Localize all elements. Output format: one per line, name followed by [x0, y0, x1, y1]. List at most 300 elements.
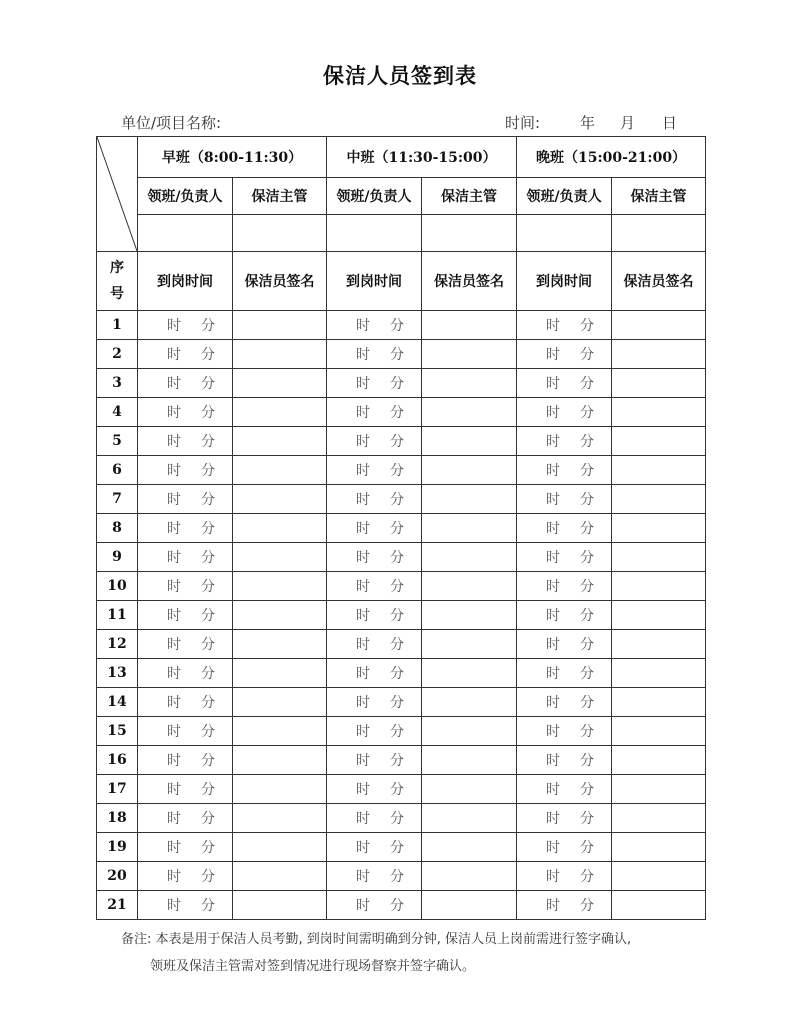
minute-placeholder: 分: [580, 869, 595, 885]
hour-placeholder: 时: [356, 463, 370, 479]
noon-arrival-time-cell[interactable]: [327, 340, 422, 369]
minute-placeholder: 分: [201, 376, 215, 392]
morning-signature-header: 保洁员签名: [233, 252, 327, 311]
evening-arrival-time-cell[interactable]: [517, 369, 612, 398]
morning-arrival-time-cell[interactable]: [138, 485, 233, 514]
evening-signature-cell[interactable]: [612, 369, 706, 398]
hour-placeholder: 时: [546, 492, 561, 508]
morning-signature-cell[interactable]: [233, 659, 327, 688]
morning-arrival-time-cell[interactable]: [138, 543, 233, 572]
noon-arrival-time-cell[interactable]: [327, 543, 422, 572]
minute-placeholder: 分: [390, 550, 404, 566]
hour-placeholder: 时: [167, 695, 181, 711]
table-row: [97, 775, 706, 804]
noon-arrival-time-cell[interactable]: [327, 398, 422, 427]
hour-placeholder: 时: [167, 811, 181, 827]
minute-placeholder: 分: [390, 608, 404, 624]
table-row: [97, 572, 706, 601]
noon-signature-cell[interactable]: [422, 398, 517, 427]
minute-placeholder: 分: [390, 318, 404, 334]
hour-placeholder: 时: [167, 637, 181, 653]
sign-in-table: [96, 136, 706, 920]
noon-signature-cell[interactable]: [422, 601, 517, 630]
hour-placeholder: 时: [546, 608, 561, 624]
evening-signature-cell[interactable]: [612, 514, 706, 543]
morning-signature-cell[interactable]: [233, 340, 327, 369]
hour-placeholder: 时: [356, 811, 370, 827]
evening-signature-cell[interactable]: [612, 543, 706, 572]
noon-signature-cell[interactable]: [422, 427, 517, 456]
hour-placeholder: 时: [546, 666, 561, 682]
noon-signature-cell[interactable]: [422, 572, 517, 601]
hour-placeholder: 时: [356, 550, 370, 566]
hour-placeholder: 时: [167, 492, 181, 508]
morning-arrival-time-cell[interactable]: [138, 340, 233, 369]
hour-placeholder: 时: [356, 753, 370, 769]
minute-placeholder: 分: [201, 550, 215, 566]
row-number: 6: [97, 456, 138, 485]
morning-arrival-time-cell[interactable]: [138, 775, 233, 804]
minute-placeholder: 分: [390, 695, 404, 711]
unit-project-label: 单位/项目名称:: [121, 114, 222, 132]
hour-placeholder: 时: [356, 347, 370, 363]
hour-placeholder: 时: [167, 840, 181, 856]
morning-signature-cell[interactable]: [233, 746, 327, 775]
evening-signature-cell[interactable]: [612, 456, 706, 485]
evening-signature-cell[interactable]: [612, 398, 706, 427]
noon-arrival-time-cell[interactable]: [327, 514, 422, 543]
evening-arrival-time-cell[interactable]: [517, 804, 612, 833]
noon-arrival-time-cell[interactable]: [327, 601, 422, 630]
hour-placeholder: 时: [167, 666, 181, 682]
minute-placeholder: 分: [390, 579, 404, 595]
noon-signature-cell[interactable]: [422, 456, 517, 485]
page-title: 保洁人员签到表: [323, 63, 477, 88]
row-number: 16: [97, 746, 138, 775]
noon-leader-sign-cell[interactable]: [327, 215, 422, 252]
morning-arrival-time-cell[interactable]: [138, 862, 233, 891]
evening-arrival-time-cell[interactable]: [517, 311, 612, 340]
table-row: [97, 688, 706, 717]
time-label: 时间:: [505, 114, 541, 132]
morning-arrival-time-cell[interactable]: [138, 746, 233, 775]
minute-placeholder: 分: [580, 840, 595, 856]
hour-placeholder: 时: [167, 782, 181, 798]
table-row: [97, 369, 706, 398]
minute-placeholder: 分: [201, 753, 215, 769]
minute-placeholder: 分: [390, 898, 404, 914]
hour-placeholder: 时: [546, 782, 561, 798]
evening-arrival-time-cell[interactable]: [517, 746, 612, 775]
row-number: 4: [97, 398, 138, 427]
table-row: [97, 630, 706, 659]
morning-arrival-time-cell[interactable]: [138, 514, 233, 543]
noon-signature-header: 保洁员签名: [422, 252, 517, 311]
remark-line-1: 备注: 本表是用于保洁人员考勤, 到岗时间需明确到分钟, 保洁人员上岗前需进行签字确认,: [121, 932, 632, 947]
noon-arrival-time-cell[interactable]: [327, 775, 422, 804]
morning-arrival-header: 到岗时间: [138, 252, 233, 311]
hour-placeholder: 时: [167, 898, 181, 914]
hour-placeholder: 时: [546, 318, 561, 334]
hour-placeholder: 时: [356, 782, 370, 798]
minute-placeholder: 分: [390, 637, 404, 653]
minute-placeholder: 分: [580, 695, 595, 711]
minute-placeholder: 分: [390, 753, 404, 769]
morning-arrival-time-cell[interactable]: [138, 659, 233, 688]
hour-placeholder: 时: [546, 347, 561, 363]
evening-arrival-time-cell[interactable]: [517, 833, 612, 862]
morning-signature-cell[interactable]: [233, 804, 327, 833]
morning-signature-cell[interactable]: [233, 862, 327, 891]
hour-placeholder: 时: [356, 434, 370, 450]
evening-signature-cell[interactable]: [612, 804, 706, 833]
noon-arrival-time-cell[interactable]: [327, 804, 422, 833]
morning-arrival-time-cell[interactable]: [138, 456, 233, 485]
hour-placeholder: 时: [546, 869, 561, 885]
row-number: 5: [97, 427, 138, 456]
noon-signature-cell[interactable]: [422, 775, 517, 804]
row-number: 13: [97, 659, 138, 688]
morning-arrival-time-cell[interactable]: [138, 717, 233, 746]
noon-arrival-time-cell[interactable]: [327, 833, 422, 862]
row-number: 12: [97, 630, 138, 659]
morning-arrival-time-cell[interactable]: [138, 311, 233, 340]
minute-placeholder: 分: [201, 782, 215, 798]
shift-evening-header: 晚班（15:00-21:00）: [517, 137, 706, 178]
hour-placeholder: 时: [356, 579, 370, 595]
minute-placeholder: 分: [201, 434, 215, 450]
evening-arrival-time-cell[interactable]: [517, 891, 612, 920]
noon-arrival-time-cell[interactable]: [327, 572, 422, 601]
minute-placeholder: 分: [201, 637, 215, 653]
evening-arrival-time-cell[interactable]: [517, 717, 612, 746]
morning-arrival-time-cell[interactable]: [138, 804, 233, 833]
morning-signature-cell[interactable]: [233, 369, 327, 398]
minute-placeholder: 分: [390, 782, 404, 798]
hour-placeholder: 时: [167, 318, 181, 334]
hour-placeholder: 时: [356, 898, 370, 914]
noon-signature-cell[interactable]: [422, 485, 517, 514]
hour-placeholder: 时: [356, 724, 370, 740]
minute-placeholder: 分: [580, 318, 595, 334]
table-row: [97, 311, 706, 340]
morning-arrival-time-cell[interactable]: [138, 891, 233, 920]
minute-placeholder: 分: [580, 405, 595, 421]
minute-placeholder: 分: [201, 347, 215, 363]
evening-arrival-time-cell[interactable]: [517, 340, 612, 369]
evening-signature-cell[interactable]: [612, 630, 706, 659]
evening-signature-cell[interactable]: [612, 601, 706, 630]
minute-placeholder: 分: [390, 724, 404, 740]
morning-signature-cell[interactable]: [233, 398, 327, 427]
table-row: [97, 485, 706, 514]
hour-placeholder: 时: [167, 463, 181, 479]
noon-supervisor-sign-cell[interactable]: [422, 215, 517, 252]
hour-placeholder: 时: [546, 840, 561, 856]
table-row: [97, 862, 706, 891]
morning-signature-cell[interactable]: [233, 688, 327, 717]
evening-arrival-time-cell[interactable]: [517, 543, 612, 572]
table-row: [97, 601, 706, 630]
evening-supervisor-sign-cell[interactable]: [612, 215, 706, 252]
noon-arrival-header: 到岗时间: [327, 252, 422, 311]
evening-signature-cell[interactable]: [612, 311, 706, 340]
noon-signature-cell[interactable]: [422, 340, 517, 369]
noon-arrival-time-cell[interactable]: [327, 311, 422, 340]
noon-signature-cell[interactable]: [422, 630, 517, 659]
noon-signature-cell[interactable]: [422, 311, 517, 340]
minute-placeholder: 分: [580, 521, 595, 537]
noon-arrival-time-cell[interactable]: [327, 746, 422, 775]
minute-placeholder: 分: [390, 521, 404, 537]
morning-arrival-time-cell[interactable]: [138, 601, 233, 630]
row-number: 1: [97, 311, 138, 340]
evening-arrival-time-cell[interactable]: [517, 688, 612, 717]
row-number: 15: [97, 717, 138, 746]
noon-signature-cell[interactable]: [422, 369, 517, 398]
evening-arrival-time-cell[interactable]: [517, 659, 612, 688]
morning-signature-cell[interactable]: [233, 833, 327, 862]
hour-placeholder: 时: [546, 550, 561, 566]
hour-placeholder: 时: [546, 724, 561, 740]
morning-signature-cell[interactable]: [233, 891, 327, 920]
minute-placeholder: 分: [580, 550, 595, 566]
hour-placeholder: 时: [356, 637, 370, 653]
evening-arrival-time-cell[interactable]: [517, 398, 612, 427]
minute-placeholder: 分: [580, 434, 595, 450]
evening-signature-cell[interactable]: [612, 572, 706, 601]
noon-signature-cell[interactable]: [422, 717, 517, 746]
hour-placeholder: 时: [546, 521, 561, 537]
minute-placeholder: 分: [201, 840, 215, 856]
noon-arrival-time-cell[interactable]: [327, 862, 422, 891]
noon-signature-cell[interactable]: [422, 804, 517, 833]
noon-arrival-time-cell[interactable]: [327, 630, 422, 659]
minute-placeholder: 分: [201, 405, 215, 421]
morning-supervisor-sign-cell[interactable]: [233, 215, 327, 252]
noon-signature-cell[interactable]: [422, 688, 517, 717]
evening-arrival-header: 到岗时间: [517, 252, 612, 311]
month-label: 月: [620, 114, 636, 132]
row-number: 18: [97, 804, 138, 833]
morning-signature-cell[interactable]: [233, 572, 327, 601]
evening-arrival-time-cell[interactable]: [517, 630, 612, 659]
hour-placeholder: 时: [167, 347, 181, 363]
minute-placeholder: 分: [390, 376, 404, 392]
noon-signature-cell[interactable]: [422, 514, 517, 543]
evening-arrival-time-cell[interactable]: [517, 775, 612, 804]
evening-arrival-time-cell[interactable]: [517, 572, 612, 601]
morning-signature-cell[interactable]: [233, 427, 327, 456]
hour-placeholder: 时: [546, 434, 561, 450]
row-number: 10: [97, 572, 138, 601]
morning-arrival-time-cell[interactable]: [138, 688, 233, 717]
hour-placeholder: 时: [167, 376, 181, 392]
hour-placeholder: 时: [167, 579, 181, 595]
row-number: 11: [97, 601, 138, 630]
noon-arrival-time-cell[interactable]: [327, 456, 422, 485]
noon-arrival-time-cell[interactable]: [327, 485, 422, 514]
noon-arrival-time-cell[interactable]: [327, 688, 422, 717]
table-row: [97, 717, 706, 746]
table-row: [97, 804, 706, 833]
morning-arrival-time-cell[interactable]: [138, 833, 233, 862]
minute-placeholder: 分: [390, 811, 404, 827]
evening-signature-cell[interactable]: [612, 833, 706, 862]
noon-signature-cell[interactable]: [422, 659, 517, 688]
hour-placeholder: 时: [546, 811, 561, 827]
noon-arrival-time-cell[interactable]: [327, 717, 422, 746]
noon-signature-cell[interactable]: [422, 746, 517, 775]
row-number: 19: [97, 833, 138, 862]
minute-placeholder: 分: [201, 695, 215, 711]
row-number: 21: [97, 891, 138, 920]
noon-signature-cell[interactable]: [422, 543, 517, 572]
row-number: 9: [97, 543, 138, 572]
minute-placeholder: 分: [201, 463, 215, 479]
morning-signature-cell[interactable]: [233, 311, 327, 340]
morning-signature-cell[interactable]: [233, 630, 327, 659]
hour-placeholder: 时: [356, 492, 370, 508]
minute-placeholder: 分: [201, 492, 215, 508]
morning-arrival-time-cell[interactable]: [138, 572, 233, 601]
minute-placeholder: 分: [390, 666, 404, 682]
minute-placeholder: 分: [580, 724, 595, 740]
minute-placeholder: 分: [201, 666, 215, 682]
evening-signature-cell[interactable]: [612, 427, 706, 456]
minute-placeholder: 分: [201, 318, 215, 334]
morning-signature-cell[interactable]: [233, 601, 327, 630]
minute-placeholder: 分: [201, 898, 215, 914]
hour-placeholder: 时: [167, 434, 181, 450]
minute-placeholder: 分: [390, 434, 404, 450]
evening-leader-header: 领班/负责人: [517, 178, 612, 215]
evening-leader-sign-cell[interactable]: [517, 215, 612, 252]
morning-signature-cell[interactable]: [233, 456, 327, 485]
evening-signature-cell[interactable]: [612, 340, 706, 369]
table-row: [97, 891, 706, 920]
noon-arrival-time-cell[interactable]: [327, 659, 422, 688]
seq-header-top: 序: [110, 260, 124, 276]
morning-signature-cell[interactable]: [233, 514, 327, 543]
hour-placeholder: 时: [167, 869, 181, 885]
minute-placeholder: 分: [390, 347, 404, 363]
noon-arrival-time-cell[interactable]: [327, 369, 422, 398]
hour-placeholder: 时: [356, 869, 370, 885]
evening-signature-cell[interactable]: [612, 746, 706, 775]
morning-leader-sign-cell[interactable]: [138, 215, 233, 252]
evening-arrival-time-cell[interactable]: [517, 456, 612, 485]
table-row: [97, 398, 706, 427]
hour-placeholder: 时: [546, 637, 561, 653]
minute-placeholder: 分: [580, 898, 595, 914]
morning-signature-cell[interactable]: [233, 485, 327, 514]
hour-placeholder: 时: [356, 695, 370, 711]
morning-arrival-time-cell[interactable]: [138, 427, 233, 456]
table-row: [97, 514, 706, 543]
minute-placeholder: 分: [580, 608, 595, 624]
evening-signature-cell[interactable]: [612, 891, 706, 920]
remark-line-2: 领班及保洁主管需对签到情况进行现场督察并签字确认。: [150, 959, 476, 974]
minute-placeholder: 分: [580, 782, 595, 798]
diagonal-header-cell: [97, 137, 138, 252]
evening-arrival-time-cell[interactable]: [517, 427, 612, 456]
hour-placeholder: 时: [167, 724, 181, 740]
minute-placeholder: 分: [580, 463, 595, 479]
minute-placeholder: 分: [580, 579, 595, 595]
noon-arrival-time-cell[interactable]: [327, 427, 422, 456]
minute-placeholder: 分: [580, 753, 595, 769]
hour-placeholder: 时: [356, 318, 370, 334]
evening-signature-cell[interactable]: [612, 688, 706, 717]
minute-placeholder: 分: [390, 869, 404, 885]
morning-signature-cell[interactable]: [233, 775, 327, 804]
row-number: 3: [97, 369, 138, 398]
evening-arrival-time-cell[interactable]: [517, 514, 612, 543]
hour-placeholder: 时: [546, 405, 561, 421]
hour-placeholder: 时: [356, 376, 370, 392]
morning-supervisor-header: 保洁主管: [233, 178, 327, 215]
hour-placeholder: 时: [356, 521, 370, 537]
noon-signature-cell[interactable]: [422, 862, 517, 891]
hour-placeholder: 时: [546, 695, 561, 711]
evening-arrival-time-cell[interactable]: [517, 601, 612, 630]
morning-signature-cell[interactable]: [233, 543, 327, 572]
table-row: [97, 659, 706, 688]
morning-signature-cell[interactable]: [233, 717, 327, 746]
evening-signature-cell[interactable]: [612, 485, 706, 514]
morning-arrival-time-cell[interactable]: [138, 398, 233, 427]
evening-signature-cell[interactable]: [612, 717, 706, 746]
hour-placeholder: 时: [356, 840, 370, 856]
table-row: [97, 427, 706, 456]
minute-placeholder: 分: [580, 376, 595, 392]
evening-signature-cell[interactable]: [612, 862, 706, 891]
diagonal-line: [97, 137, 137, 251]
minute-placeholder: 分: [580, 811, 595, 827]
hour-placeholder: 时: [167, 405, 181, 421]
evening-signature-cell[interactable]: [612, 775, 706, 804]
evening-signature-cell[interactable]: [612, 659, 706, 688]
row-number: 20: [97, 862, 138, 891]
noon-arrival-time-cell[interactable]: [327, 891, 422, 920]
hour-placeholder: 时: [546, 579, 561, 595]
evening-arrival-time-cell[interactable]: [517, 862, 612, 891]
morning-leader-header: 领班/负责人: [138, 178, 233, 215]
minute-placeholder: 分: [580, 666, 595, 682]
evening-arrival-time-cell[interactable]: [517, 485, 612, 514]
minute-placeholder: 分: [390, 492, 404, 508]
row-number: 7: [97, 485, 138, 514]
table-row: [97, 456, 706, 485]
minute-placeholder: 分: [390, 405, 404, 421]
hour-placeholder: 时: [546, 376, 561, 392]
minute-placeholder: 分: [201, 521, 215, 537]
hour-placeholder: 时: [167, 608, 181, 624]
minute-placeholder: 分: [201, 608, 215, 624]
morning-arrival-time-cell[interactable]: [138, 630, 233, 659]
table-row: [97, 833, 706, 862]
hour-placeholder: 时: [167, 753, 181, 769]
shift-noon-header: 中班（11:30-15:00）: [327, 137, 517, 178]
evening-signature-header: 保洁员签名: [612, 252, 706, 311]
day-label: 日: [662, 114, 678, 132]
noon-signature-cell[interactable]: [422, 891, 517, 920]
minute-placeholder: 分: [201, 811, 215, 827]
morning-arrival-time-cell[interactable]: [138, 369, 233, 398]
hour-placeholder: 时: [546, 463, 561, 479]
noon-signature-cell[interactable]: [422, 833, 517, 862]
